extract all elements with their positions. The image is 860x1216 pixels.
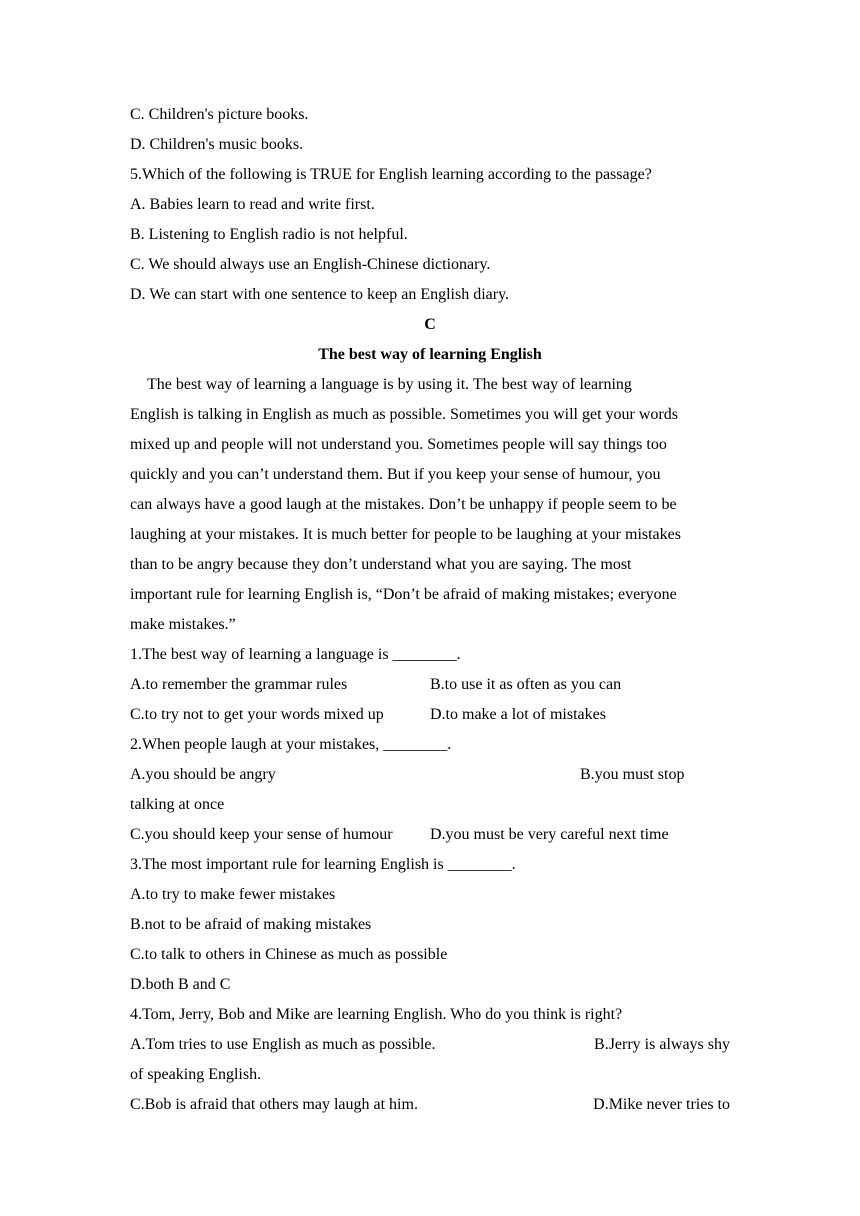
q1-options-ab: [130, 670, 730, 700]
q2-options-cd: [130, 820, 730, 850]
document-page: [130, 100, 730, 1120]
question-2: 2.When people laugh at your mistakes, ________.: [130, 736, 452, 753]
q1-option-a: A.to remember the grammar rules: [130, 676, 348, 693]
passage-line: quickly and you can’t understand them. But if you keep your sense of humour, you: [130, 466, 661, 483]
q2-option-b-continued: talking at once: [130, 796, 225, 813]
q3-option-c: C.to talk to others in Chinese as much as possible: [130, 946, 448, 963]
q4-option-b: B.Jerry is always shy: [594, 1036, 730, 1053]
q5-option-d: D. We can start with one sentence to keep an English diary.: [130, 286, 510, 303]
passage-line: can always have a good laugh at the mistakes. Don’t be unhappy if people seem to be: [130, 496, 677, 513]
q2-option-b: B.you must stop: [580, 766, 685, 783]
passage: [130, 370, 730, 640]
q4-options-ab: [130, 1030, 730, 1060]
q5-option-b: B. Listening to English radio is not helpful.: [130, 226, 408, 243]
passage-line: The best way of learning a language is by using it. The best way of learning: [147, 376, 632, 393]
question-5: 5.Which of the following is TRUE for English learning according to the passage?: [130, 166, 652, 183]
q4-options-cd: [130, 1090, 730, 1120]
q4-option-c: C.Bob is afraid that others may laugh at him.: [130, 1096, 418, 1113]
q2-option-a: A.you should be angry: [130, 766, 276, 783]
passage-line: laughing at your mistakes. It is much better for people to be laughing at your mistakes: [130, 526, 681, 543]
q3-option-a: A.to try to make fewer mistakes: [130, 886, 336, 903]
q5-option-a: A. Babies learn to read and write first.: [130, 196, 375, 213]
question-4: 4.Tom, Jerry, Bob and Mike are learning English. Who do you think is right?: [130, 1006, 623, 1023]
q3-option-b: B.not to be afraid of making mistakes: [130, 916, 372, 933]
q1-option-c: C.to try not to get your words mixed up: [130, 706, 384, 723]
q3-option-d: D.both B and C: [130, 976, 231, 993]
passage-line: important rule for learning English is, “Don’t be afraid of making mistakes; everyone: [130, 586, 677, 603]
section-letter: C: [424, 316, 436, 333]
question-1: 1.The best way of learning a language is ________.: [130, 646, 461, 663]
option-d: D. Children's music books.: [130, 136, 304, 153]
option-c: C. Children's picture books.: [130, 106, 309, 123]
q5-option-c: C. We should always use an English-Chinese dictionary.: [130, 256, 491, 273]
passage-line: make mistakes.”: [130, 616, 236, 633]
question-3: 3.The most important rule for learning English is ________.: [130, 856, 516, 873]
q4-option-a: A.Tom tries to use English as much as possible.: [130, 1036, 436, 1053]
passage-line: than to be angry because they don’t understand what you are saying. The most: [130, 556, 632, 573]
q4-option-b-continued: of speaking English.: [130, 1066, 262, 1083]
q2-options-ab: [130, 760, 730, 790]
q1-option-b: B.to use it as often as you can: [430, 676, 622, 693]
q1-options-cd: [130, 700, 730, 730]
q1-option-d: D.to make a lot of mistakes: [430, 706, 606, 723]
q4-option-d: D.Mike never tries to: [593, 1096, 730, 1113]
q2-option-d: D.you must be very careful next time: [430, 826, 669, 843]
q2-option-c: C.you should keep your sense of humour: [130, 826, 393, 843]
passage-line: mixed up and people will not understand you. Sometimes people will say things too: [130, 436, 667, 453]
passage-title: The best way of learning English: [318, 346, 542, 363]
passage-line: English is talking in English as much as possible. Sometimes you will get your words: [130, 406, 678, 423]
